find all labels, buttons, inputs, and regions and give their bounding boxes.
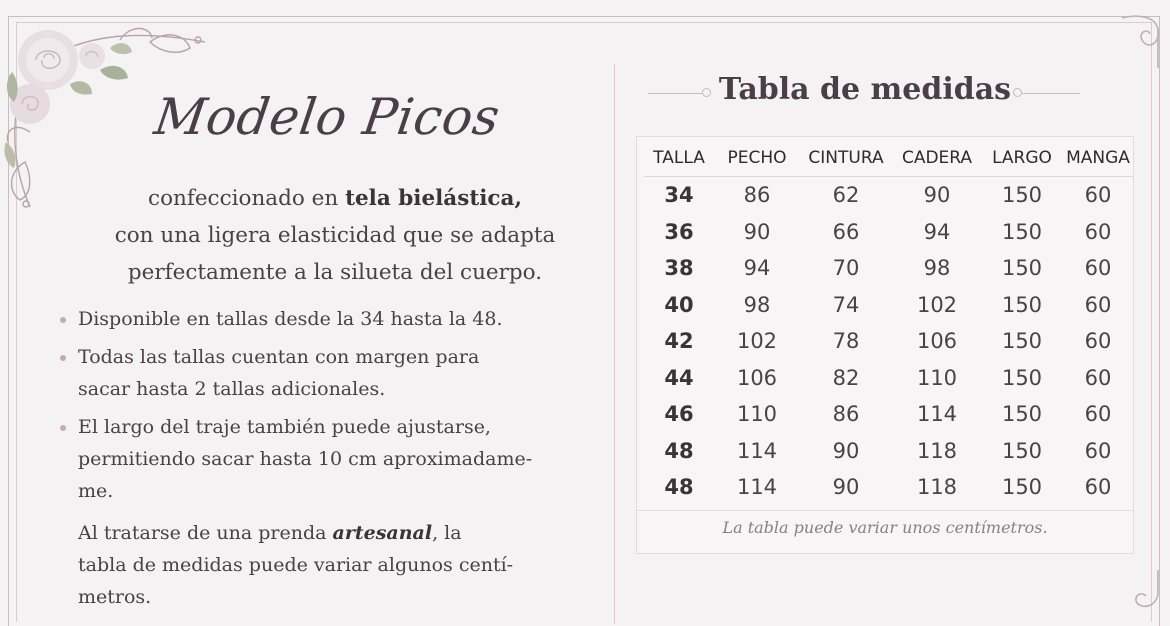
intro-line-1: confeccionado en tela bielástica, [148, 186, 522, 211]
artisanal-note: Al tratarse de una prenda artesanal, la tabla de medidas puede variar algunos centí- metros. [78, 522, 514, 608]
list-item: El largo del traje también puede ajustarse, permitiendo sacar hasta 10 cm aproximadame- me. [60, 411, 580, 507]
table-row: 48 114 90 118 150 60 [664, 438, 1112, 463]
table-row: 42 102 78 106 150 60 [664, 329, 1112, 354]
intro-text [60, 180, 610, 291]
table-row: 38 94 70 98 150 60 [664, 256, 1112, 281]
table-row: 34 86 62 90 150 60 [664, 183, 1112, 208]
product-title: Modelo Picos [150, 88, 504, 146]
table-header-row [644, 140, 1134, 177]
bullet-dot-icon [60, 355, 66, 361]
size-table [644, 140, 1134, 506]
ornament-circle-icon [1013, 88, 1022, 97]
column-divider [614, 64, 615, 624]
corner-scroll-bottom-icon [1118, 570, 1166, 613]
bullet-dot-icon [60, 317, 66, 323]
header-manga: MANGA [1062, 140, 1134, 177]
corner-scroll-icon [1118, 10, 1166, 70]
header-pecho: PECHO [714, 140, 800, 177]
table-row: 40 98 74 102 150 60 [664, 292, 1112, 317]
intro-line-2: con una ligera elasticidad que se adapta [114, 223, 556, 248]
fabric-name: tela bielástica, [345, 186, 522, 211]
table-row: 48 114 90 118 150 60 [664, 475, 1112, 500]
list-item: Disponible en tallas desde la 34 hasta la 48. [60, 303, 580, 335]
header-largo: LARGO [982, 140, 1062, 177]
header-talla: TALLA [644, 140, 714, 177]
header-cintura: CINTURA [800, 140, 892, 177]
artisanal-word: artesanal [332, 522, 433, 544]
intro-line-3: perfectamente a la silueta del cuerpo. [127, 260, 543, 285]
table-row: 36 90 66 94 150 60 [664, 219, 1112, 244]
table-footer-divider [636, 510, 1134, 511]
table-row: 46 110 86 114 150 60 [664, 402, 1112, 427]
feature-list [60, 303, 580, 513]
table-title: Tabla de medidas [718, 72, 1012, 107]
list-item: Todas las tallas cuentan con margen para sacar hasta 2 tallas adicionales. [60, 341, 580, 405]
table-row: 44 106 82 110 150 60 [664, 365, 1112, 390]
table-disclaimer: La tabla puede variar unos centímetros. [722, 518, 1048, 537]
bullet-dot-icon [60, 425, 66, 431]
header-cadera: CADERA [892, 140, 982, 177]
title-ornament-right [1022, 93, 1080, 94]
